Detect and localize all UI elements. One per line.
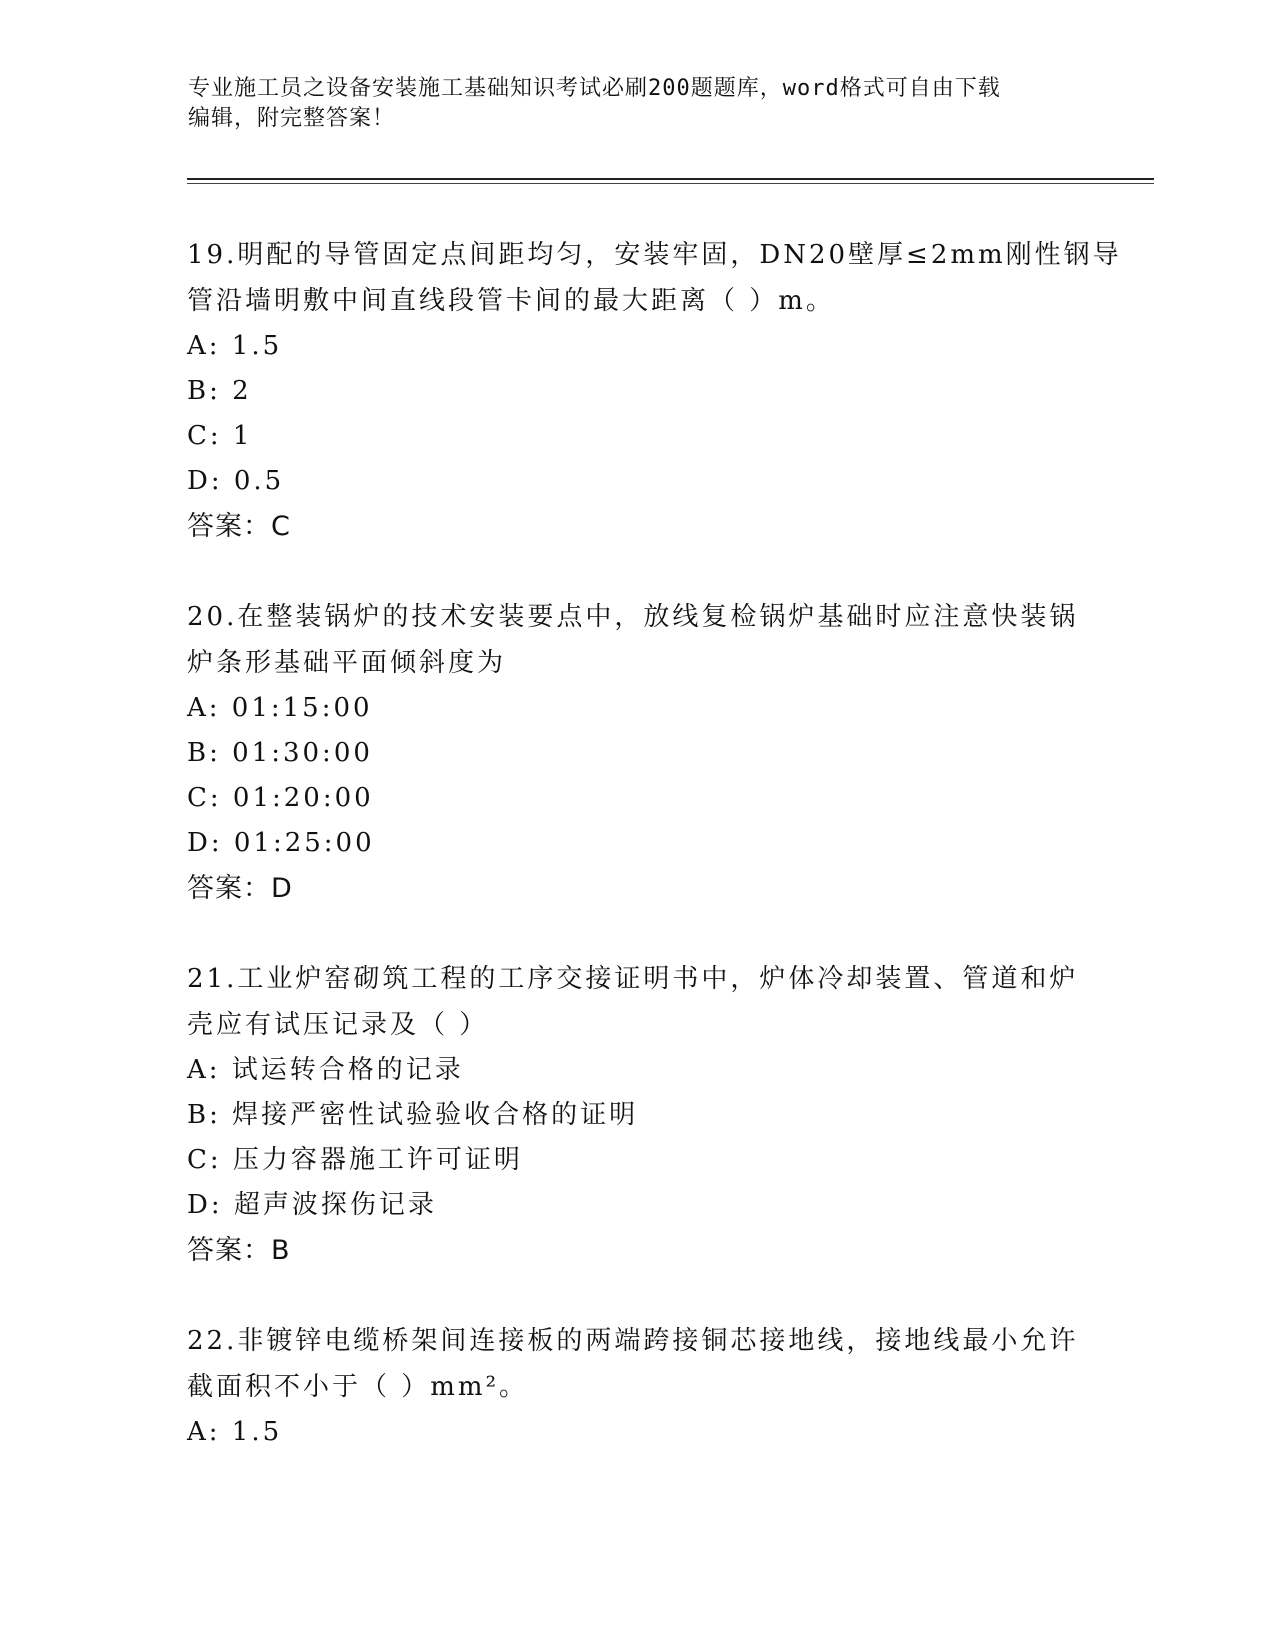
option-c: C: 压力容器施工许可证明 [187,1145,523,1175]
question-stem-line: 20.在整装锅炉的技术安装要点中，放线复检锅炉基础时应注意快装锅 [187,602,1079,632]
question-stem-line: 19.明配的导管固定点间距均匀，安装牢固，DN20壁厚≤2mm刚性钢导 [187,240,1122,270]
option-b: B: 01:30:00 [187,738,373,768]
question-stem-line: 截面积不小于（ ）mm²。 [187,1372,528,1402]
option-d: D: 超声波探伤记录 [187,1190,437,1220]
question-22 [187,1318,1087,1455]
option-a: A: 1.5 [187,1417,283,1447]
option-d: D: 01:25:00 [187,828,375,858]
option-d: D: 0.5 [187,466,285,496]
option-a: A: 01:15:00 [187,693,373,723]
question-stem-line: 21.工业炉窑砌筑工程的工序交接证明书中，炉体冷却装置、管道和炉 [187,964,1079,994]
question-19 [187,232,1122,550]
header-divider [187,178,1154,180]
option-a: A: 试运转合格的记录 [187,1055,464,1085]
header-title-line-1: 专业施工员之设备安装施工基础知识考试必刷200题题库，word格式可自由下载 [188,76,1001,101]
header-divider-thin [187,183,1154,184]
question-stem-line: 壳应有试压记录及（ ） [187,1010,489,1040]
option-b: B: 焊接严密性试验验收合格的证明 [187,1100,639,1130]
question-stem-line: 炉条形基础平面倾斜度为 [187,648,507,678]
answer-label: 答案：B [187,1235,291,1266]
document-header [188,74,1068,134]
option-b: B: 2 [187,376,252,406]
question-list [187,232,1122,1499]
answer-label: 答案：D [187,873,293,904]
question-20 [187,594,1087,912]
option-c: C: 01:20:00 [187,783,374,813]
option-c: C: 1 [187,421,253,451]
question-stem [187,232,1122,324]
header-title-line-2: 编辑，附完整答案！ [188,106,396,131]
question-stem-line: 管沿墙明敷中间直线段管卡间的最大距离（ ）m。 [187,286,835,316]
question-stem-line: 22.非镀锌电缆桥架间连接板的两端跨接铜芯接地线，接地线最小允许 [187,1326,1079,1356]
option-a: A: 1.5 [187,331,283,361]
question-stem [187,956,1087,1048]
question-21 [187,956,1087,1274]
answer-label: 答案：C [187,511,291,542]
question-stem [187,1318,1087,1410]
question-stem [187,594,1087,686]
